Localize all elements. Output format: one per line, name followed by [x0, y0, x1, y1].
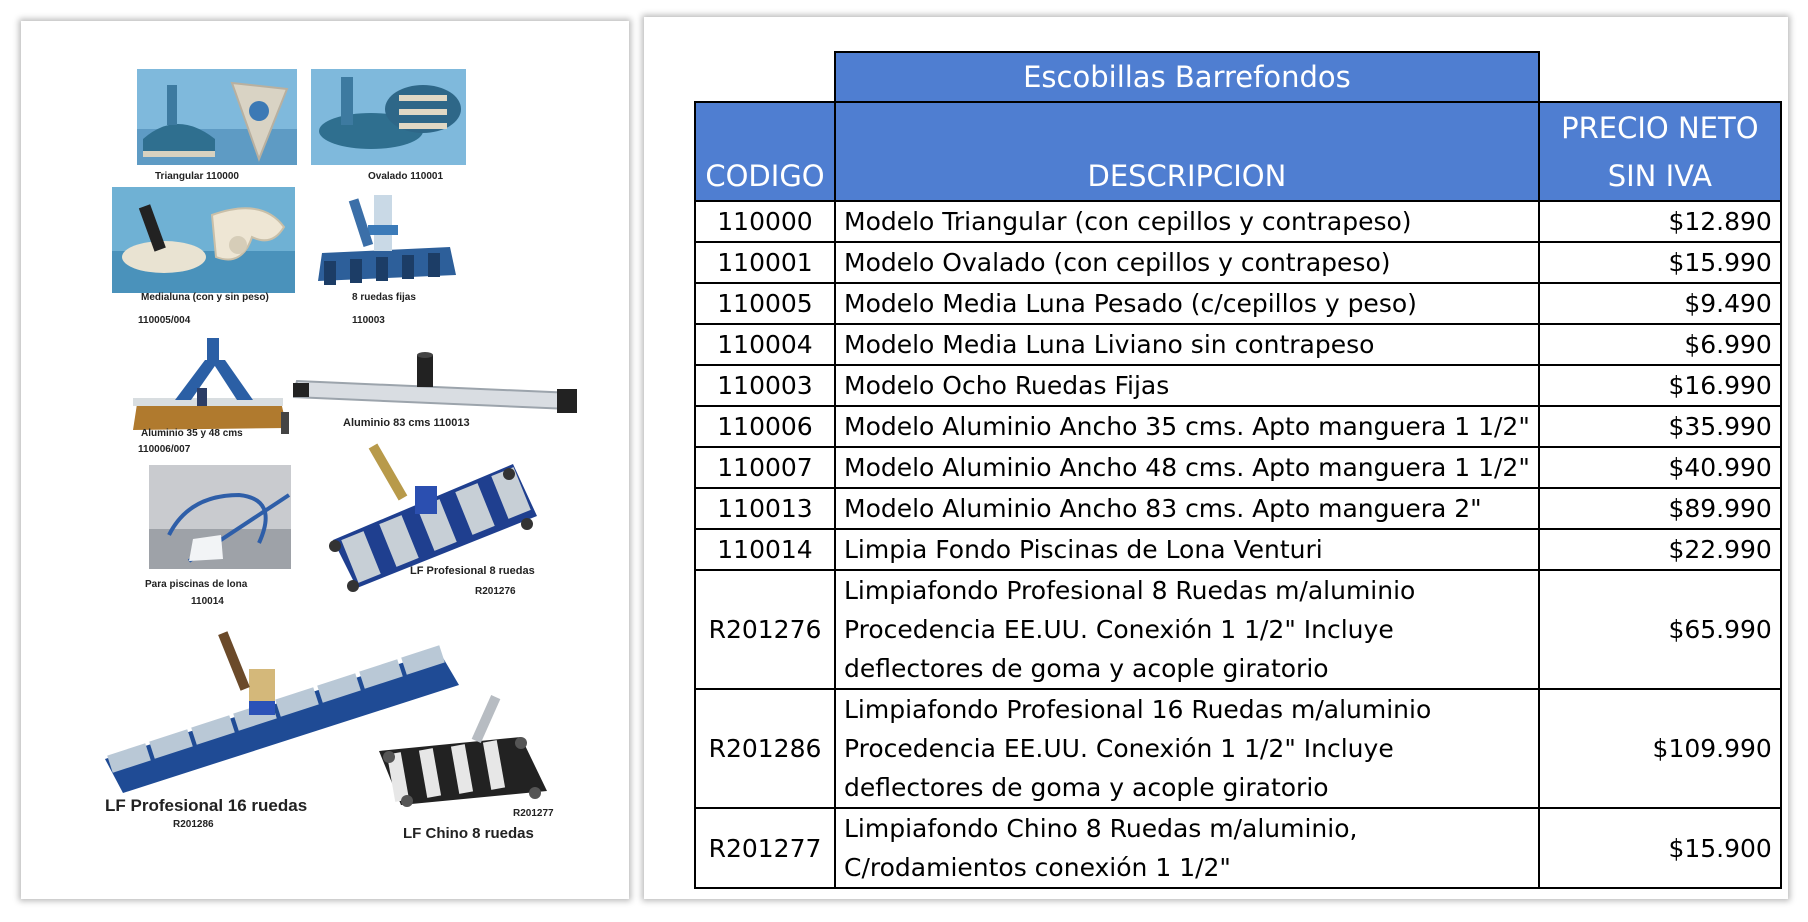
header-price-line2: SIN IVA: [1607, 159, 1712, 193]
description-line: Procedencia EE.UU. Conexión 1 1/2" Incluye: [844, 615, 1394, 644]
description-line: Modelo Aluminio Ancho 48 cms. Apto manguera 1 1/2": [844, 453, 1530, 482]
row-description: [835, 447, 1539, 488]
table-title-row: [695, 52, 1781, 102]
row-price: $109.990: [1539, 689, 1781, 808]
description-line: Limpiafondo Profesional 16 Ruedas m/aluminio: [844, 695, 1432, 724]
row-code: 110007: [695, 447, 835, 488]
professional-16-wheel-caption: LF Profesional 16 ruedas: [105, 796, 308, 815]
row-code: 110000: [695, 201, 835, 242]
description-line: Procedencia EE.UU. Conexión 1 1/2" Incluye: [844, 734, 1394, 763]
row-price: $9.490: [1539, 283, 1781, 324]
row-description: [835, 365, 1539, 406]
eight-wheel-vacuum-photo: [310, 189, 464, 289]
row-code: R201277: [695, 808, 835, 888]
header-description: DESCRIPCION: [835, 102, 1539, 201]
row-price: $12.890: [1539, 201, 1781, 242]
description-line: Modelo Ovalado (con cepillos y contrapeso): [844, 248, 1391, 277]
row-code: 110014: [695, 529, 835, 570]
eight-wheel-caption: 8 ruedas fijas: [352, 292, 416, 303]
row-price: $15.990: [1539, 242, 1781, 283]
description-line: Limpia Fondo Piscinas de Lona Venturi: [844, 535, 1323, 564]
row-code: 110013: [695, 488, 835, 529]
row-code: 110005: [695, 283, 835, 324]
table-title: Escobillas Barrefondos: [835, 52, 1539, 102]
row-code: 110003: [695, 365, 835, 406]
row-code: R201276: [695, 570, 835, 689]
description-line: Limpiafondo Chino 8 Ruedas m/aluminio,: [844, 814, 1358, 843]
description-line: Modelo Ocho Ruedas Fijas: [844, 371, 1170, 400]
table-row: [695, 283, 1781, 324]
aluminum-vacuum-83-photo: [293, 341, 579, 421]
table-body: [695, 201, 1781, 888]
row-description: [835, 201, 1539, 242]
table-row: [695, 529, 1781, 570]
description-line: Modelo Media Luna Liviano sin contrapeso: [844, 330, 1375, 359]
chinese-8-wheel-vacuum-photo: [371, 693, 553, 809]
table-row: [695, 406, 1781, 447]
description-line: deflectores de goma y acople giratorio: [844, 773, 1329, 802]
professional-8-wheel-caption: LF Profesional 8 ruedas: [410, 565, 535, 577]
row-description: [835, 808, 1539, 888]
row-price: $40.990: [1539, 447, 1781, 488]
description-line: deflectores de goma y acople giratorio: [844, 654, 1329, 683]
price-list-panel: [644, 17, 1788, 899]
above-ground-pool-vacuum-photo: [149, 465, 291, 569]
professional-16-wheel-code: R201286: [173, 819, 214, 830]
description-line: Modelo Triangular (con cepillos y contrapeso): [844, 207, 1412, 236]
row-code: 110006: [695, 406, 835, 447]
row-price: $6.990: [1539, 324, 1781, 365]
row-description: [835, 529, 1539, 570]
table-row: [695, 570, 1781, 689]
triangular-vacuum-photo: [137, 69, 297, 165]
catalog-panel: [21, 21, 629, 899]
price-table-container: [694, 51, 1782, 889]
table-header-row: [695, 102, 1781, 201]
row-description: [835, 283, 1539, 324]
row-description: [835, 324, 1539, 365]
table-row: [695, 689, 1781, 808]
row-price: $22.990: [1539, 529, 1781, 570]
above-ground-pool-code: 110014: [191, 596, 224, 607]
row-price: $89.990: [1539, 488, 1781, 529]
header-price: [1539, 102, 1781, 201]
row-code: 110004: [695, 324, 835, 365]
description-line: C/rodamientos conexión 1 1/2": [844, 853, 1231, 882]
row-price: $35.990: [1539, 406, 1781, 447]
table-row: [695, 242, 1781, 283]
row-code: R201286: [695, 689, 835, 808]
triangular-caption: Triangular 110000: [155, 171, 239, 182]
description-line: Modelo Aluminio Ancho 35 cms. Apto manguera 1 1/2": [844, 412, 1530, 441]
chinese-8-wheel-caption: LF Chino 8 ruedas: [403, 825, 534, 842]
oval-caption: Ovalado 110001: [368, 171, 444, 182]
half-moon-caption: Medialuna (con y sin peso): [141, 292, 269, 303]
row-description: [835, 242, 1539, 283]
table-row: [695, 488, 1781, 529]
aluminum-35-48-caption: Aluminio 35 y 48 cms: [141, 428, 243, 439]
row-description: [835, 488, 1539, 529]
row-code: 110001: [695, 242, 835, 283]
half-moon-vacuum-photo: [112, 187, 295, 293]
eight-wheel-code: 110003: [352, 315, 385, 326]
table-row: [695, 808, 1781, 888]
table-row: [695, 324, 1781, 365]
header-price-line1: PRECIO NETO: [1561, 111, 1759, 145]
row-description: [835, 406, 1539, 447]
table-row: [695, 447, 1781, 488]
table-row: [695, 365, 1781, 406]
above-ground-pool-caption: Para piscinas de lona: [145, 579, 248, 590]
description-line: Limpiafondo Profesional 8 Ruedas m/aluminio: [844, 576, 1416, 605]
description-line: Modelo Media Luna Pesado (c/cepillos y peso): [844, 289, 1417, 318]
aluminum-35-48-code: 110006/007: [138, 444, 191, 455]
row-price: $16.990: [1539, 365, 1781, 406]
oval-vacuum-photo: [311, 69, 466, 165]
header-code: CODIGO: [695, 102, 835, 201]
row-price: $15.900: [1539, 808, 1781, 888]
half-moon-code: 110005/004: [138, 315, 191, 326]
aluminum-83-caption: Aluminio 83 cms 110013: [343, 417, 470, 429]
professional-8-wheel-code: R201276: [475, 586, 516, 597]
row-description: [835, 570, 1539, 689]
row-price: $65.990: [1539, 570, 1781, 689]
chinese-8-wheel-code: R201277: [513, 808, 554, 819]
table-row: [695, 201, 1781, 242]
description-line: Modelo Aluminio Ancho 83 cms. Apto manguera 2": [844, 494, 1482, 523]
row-description: [835, 689, 1539, 808]
price-table: [694, 51, 1782, 889]
aluminum-vacuum-35-48-photo: [133, 334, 293, 438]
